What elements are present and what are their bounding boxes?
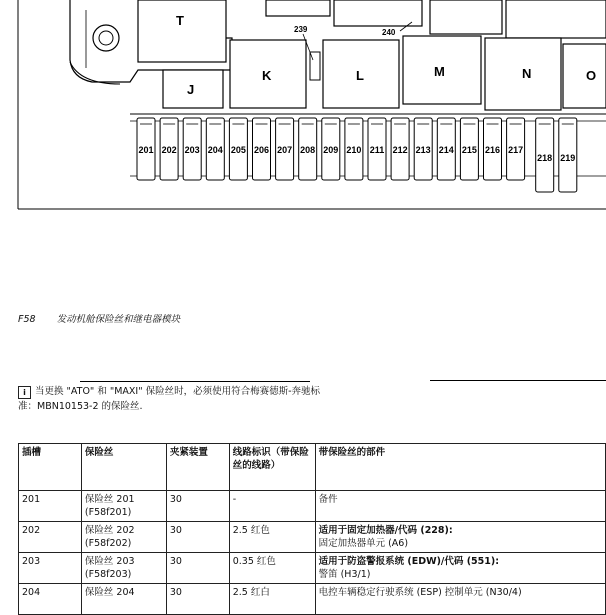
fuse-label-217: 217 bbox=[508, 145, 524, 155]
cell-clamp: 30 bbox=[166, 584, 229, 615]
relay-top-b bbox=[334, 0, 422, 26]
fuse-label-203: 203 bbox=[184, 145, 200, 155]
mounting-hole-inner bbox=[99, 31, 113, 45]
relay-top-c bbox=[430, 0, 502, 34]
table-header-row bbox=[19, 444, 606, 491]
part-name: 警笛 (H3/1) bbox=[318, 569, 371, 580]
label-T: T bbox=[176, 13, 184, 28]
header-slot: 插槽 bbox=[19, 444, 82, 491]
relay-top-a bbox=[266, 0, 330, 16]
cell-part bbox=[315, 491, 605, 522]
label-M: M bbox=[434, 64, 445, 79]
part-name: 备件 bbox=[318, 494, 338, 505]
right-column-rule bbox=[430, 380, 606, 381]
fuse-row bbox=[137, 118, 577, 192]
fuse-name: 保险丝 202 bbox=[84, 525, 135, 536]
fuse-table bbox=[18, 443, 606, 615]
label-L: L bbox=[356, 68, 364, 83]
fuse-name: 保险丝 201 bbox=[84, 494, 135, 505]
cell-part bbox=[315, 553, 605, 584]
note-text: 当更换 "ATO" 和 "MAXI" 保险丝时，必须使用符合梅赛德斯-奔驰标准：MBN10153-2 的保险丝. bbox=[18, 386, 321, 412]
fuse-label-214: 214 bbox=[438, 145, 454, 155]
label-J: J bbox=[187, 82, 195, 97]
cell-slot: 202 bbox=[19, 522, 82, 553]
fuse-code: (F58f203) bbox=[84, 569, 132, 580]
part-condition: 适用于固定加热器/代码 (228): bbox=[318, 525, 453, 536]
fuse-label-219: 219 bbox=[560, 153, 576, 163]
cell-fuse bbox=[81, 491, 166, 522]
header-fuse: 保险丝 bbox=[81, 444, 166, 491]
cell-clamp: 30 bbox=[166, 553, 229, 584]
fuse-label-215: 215 bbox=[461, 145, 477, 155]
part-name: 电控车辆稳定行驶系统 (ESP) 控制单元 (N30/4) bbox=[318, 587, 522, 598]
fuse-box-diagram bbox=[0, 0, 606, 210]
fuse-box-drawing bbox=[0, 0, 606, 210]
cell-clamp: 30 bbox=[166, 491, 229, 522]
header-part: 带保险丝的部件 bbox=[315, 444, 605, 491]
cell-wire: 2.5 红白 bbox=[229, 584, 315, 615]
figure-caption bbox=[18, 311, 180, 325]
cell-slot: 204 bbox=[19, 584, 82, 615]
header-wire: 线路标识（带保险丝的线路） bbox=[229, 444, 315, 491]
fuse-label-208: 208 bbox=[300, 145, 316, 155]
fuse-label-212: 212 bbox=[392, 145, 408, 155]
relay-T bbox=[138, 0, 226, 62]
table-row bbox=[19, 522, 606, 553]
fuse-label-205: 205 bbox=[230, 145, 246, 155]
fuse-label-218: 218 bbox=[537, 153, 553, 163]
note-top-rule bbox=[80, 381, 310, 382]
relay-O bbox=[563, 44, 606, 108]
callout-239: 239 bbox=[294, 25, 308, 34]
cell-fuse bbox=[81, 584, 166, 615]
part-condition: 适用于防盗警报系统 (EDW)/代码 (551): bbox=[318, 556, 500, 567]
fuse-label-211: 211 bbox=[369, 145, 385, 155]
cell-part bbox=[315, 522, 605, 553]
fuse-label-216: 216 bbox=[484, 145, 501, 155]
housing-edge bbox=[70, 62, 120, 84]
fuse-label-207: 207 bbox=[277, 145, 293, 155]
callout-240: 240 bbox=[382, 28, 396, 37]
table-row bbox=[19, 491, 606, 522]
table-row bbox=[19, 553, 606, 584]
fuse-label-202: 202 bbox=[161, 145, 177, 155]
fuse-label-206: 206 bbox=[253, 145, 270, 155]
cell-wire: - bbox=[229, 491, 315, 522]
fuse-label-210: 210 bbox=[346, 145, 362, 155]
part-name: 固定加热器单元 (A6) bbox=[318, 538, 409, 549]
cell-wire: 0.35 红色 bbox=[229, 553, 315, 584]
fuse-label-204: 204 bbox=[207, 145, 223, 155]
label-O: O bbox=[586, 68, 597, 83]
fuse-label-201: 201 bbox=[138, 145, 154, 155]
fuse-label-213: 213 bbox=[415, 145, 431, 155]
fuse-name: 保险丝 203 bbox=[84, 556, 135, 567]
label-K: K bbox=[262, 68, 272, 83]
info-note bbox=[18, 384, 323, 414]
caption-code: F58 bbox=[18, 314, 36, 325]
fuse-code: (F58f202) bbox=[84, 538, 132, 549]
fuse-name: 保险丝 204 bbox=[84, 587, 135, 598]
table-row bbox=[19, 584, 606, 615]
fuse-code: (F58f201) bbox=[84, 507, 132, 518]
cell-part bbox=[315, 584, 605, 615]
label-N: N bbox=[522, 66, 532, 81]
cell-fuse bbox=[81, 553, 166, 584]
fuse-label-209: 209 bbox=[323, 145, 339, 155]
cell-clamp: 30 bbox=[166, 522, 229, 553]
caption-title: 发动机舱保险丝和继电器模块 bbox=[56, 314, 181, 325]
cell-slot: 201 bbox=[19, 491, 82, 522]
mounting-hole-outer bbox=[93, 25, 119, 51]
cell-fuse bbox=[81, 522, 166, 553]
cell-slot: 203 bbox=[19, 553, 82, 584]
header-clamp: 夹紧装置 bbox=[166, 444, 229, 491]
relay-top-d bbox=[506, 0, 606, 38]
info-icon: i bbox=[18, 386, 31, 399]
cell-wire: 2.5 红色 bbox=[229, 522, 315, 553]
